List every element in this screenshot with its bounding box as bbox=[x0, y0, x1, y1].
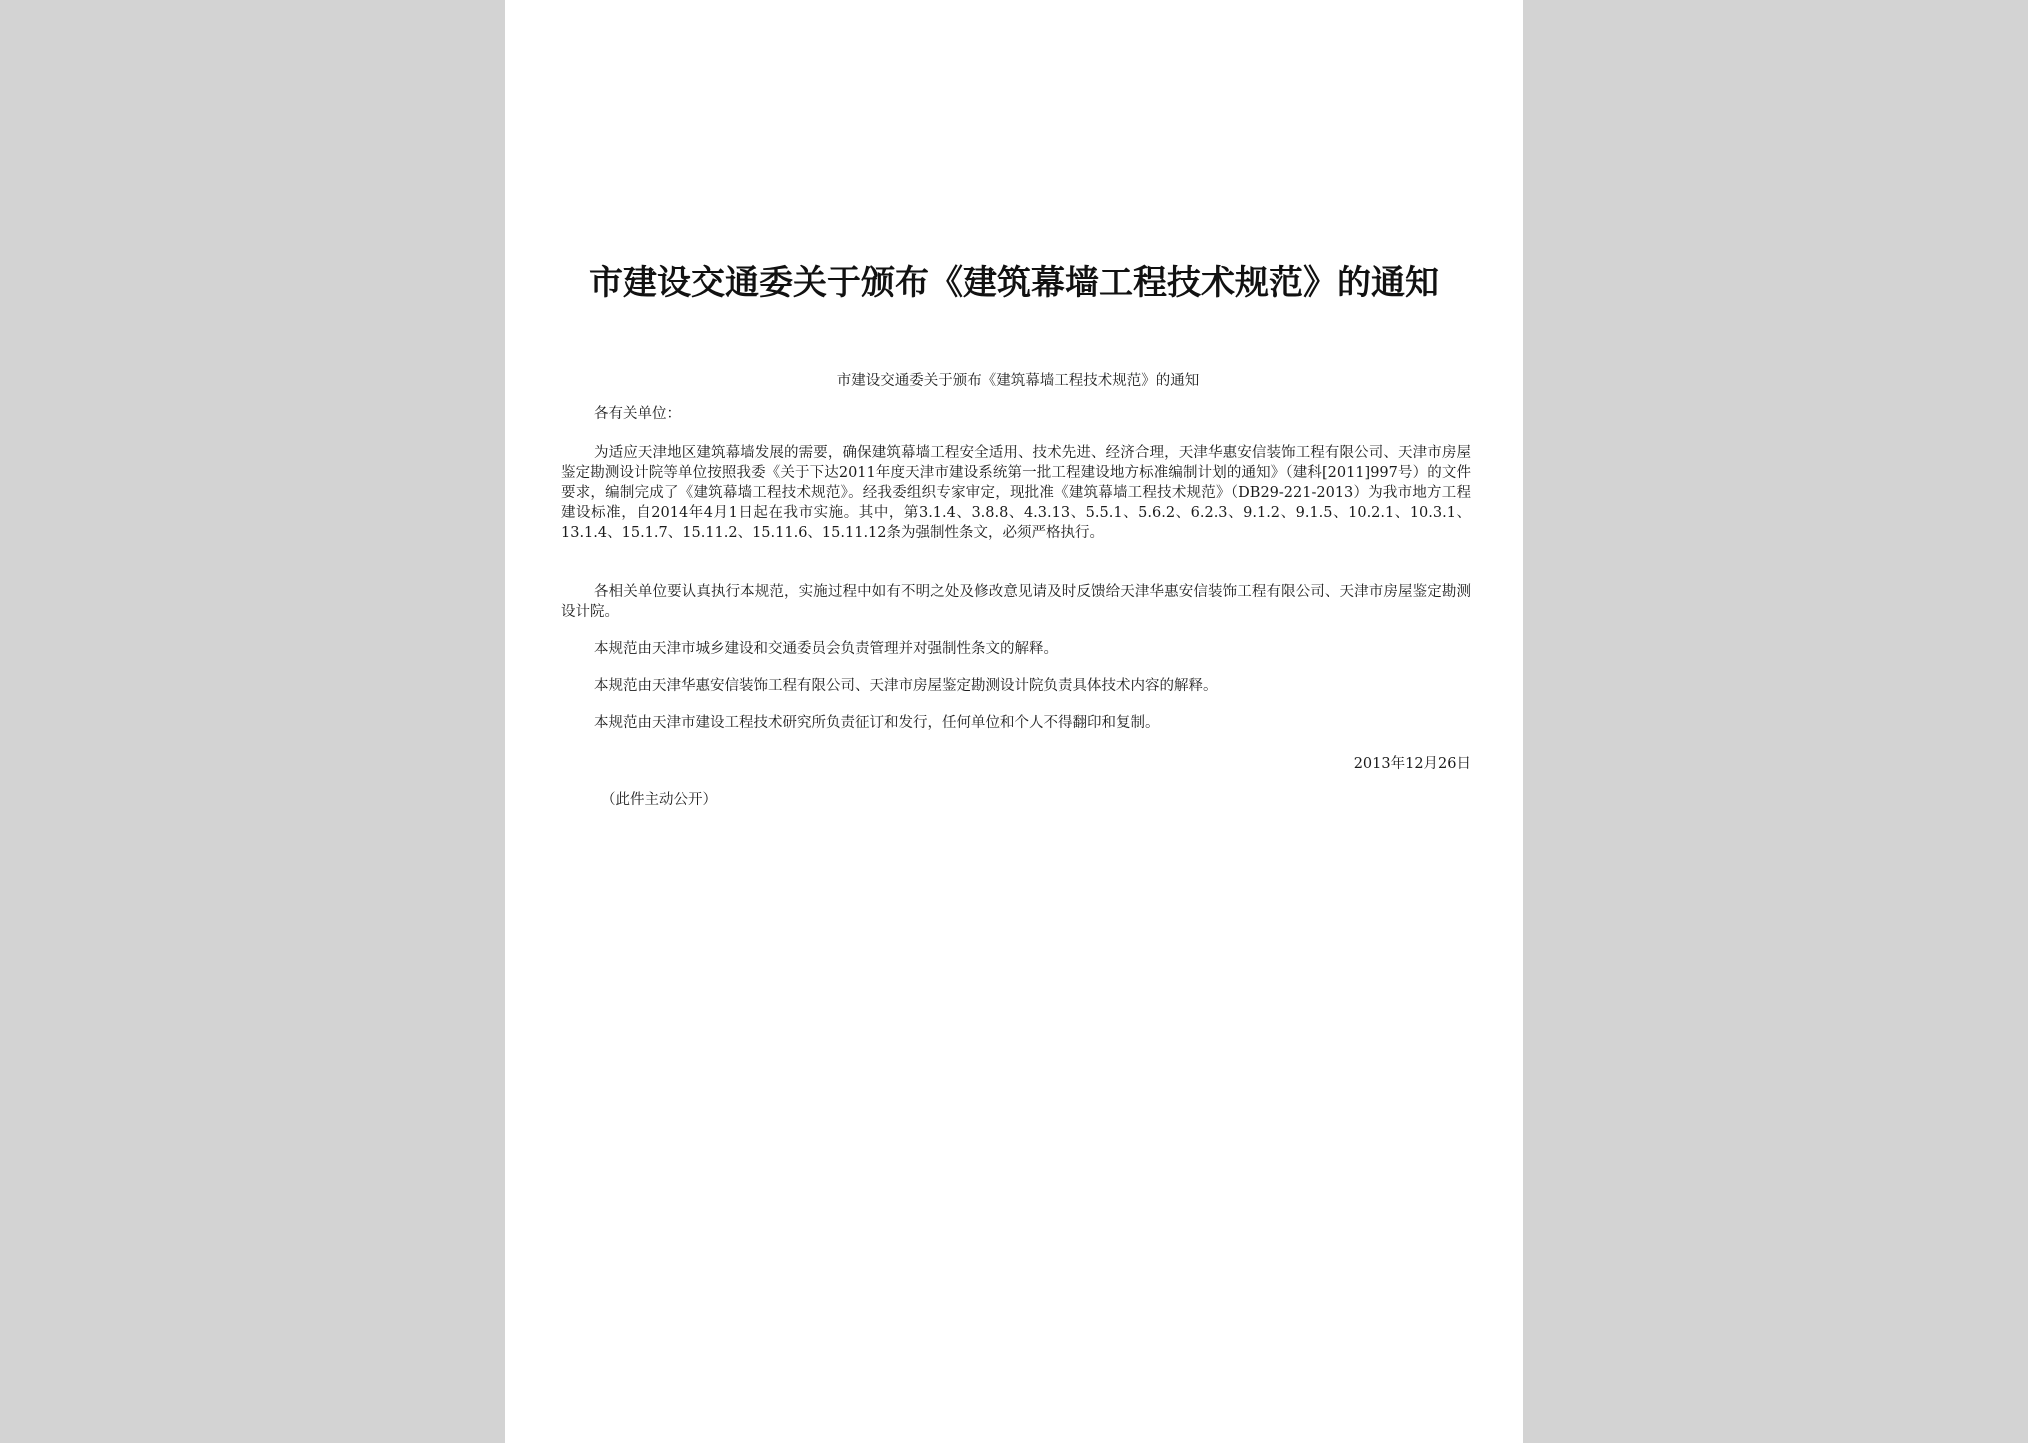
paragraph-distribution: 本规范由天津市建设工程技术研究所负责征订和发行，任何单位和个人不得翻印和复制。 bbox=[594, 715, 1160, 731]
paragraph-feedback: 各相关单位要认真执行本规范，实施过程中如有不明之处及修改意见请及时反馈给天津华惠安信装饰工程有限公司、天津市房屋鉴定勘测设计院。 bbox=[561, 584, 1471, 620]
paragraph-main: 为适应天津地区建筑幕墙发展的需要，确保建筑幕墙工程安全适用、技术先进、经济合理，天津华惠安信装饰工程有限公司、天津市房屋鉴定勘测设计院等单位按照我委《关于下达2011年度天津市建设系统第一批工程建设地方标准编制计划的通知》（建科[2011]997号）的文件要求，编制完成了《建筑幕墙工程技术规范》。经我委组织专家审定，现批准《建筑幕墙工程技术规范》（DB29-221-2013）为我市地方工程建设标准，自2014年4月1日起在我市实施。其中，第3.1.4、3.8.8、4.3.13、5.5.1、5.6.2、6.2.3、9.1.2、9.1.5、10.2.1、10.3.1、13.1.4、15.1.7、15.11.2、15.11.6、15.11.12条为强制性条文，必须严格执行。 bbox=[561, 445, 1471, 541]
salutation: 各有关单位： bbox=[594, 406, 681, 422]
document-subtitle: 市建设交通委关于颁布《建筑幕墙工程技术规范》的通知 bbox=[836, 373, 1200, 389]
document-date: 2013年12月26日 bbox=[1353, 756, 1471, 772]
public-disclosure-note: （此件主动公开） bbox=[601, 792, 717, 808]
document-title: 市建设交通委关于颁布《建筑幕墙工程技术规范》的通知 bbox=[589, 263, 1439, 303]
paragraph-management: 本规范由天津市城乡建设和交通委员会负责管理并对强制性条文的解释。 bbox=[594, 641, 1058, 657]
paragraph-interpretation: 本规范由天津华惠安信装饰工程有限公司、天津市房屋鉴定勘测设计院负责具体技术内容的解释。 bbox=[594, 678, 1218, 694]
document-page bbox=[505, 0, 1523, 1443]
